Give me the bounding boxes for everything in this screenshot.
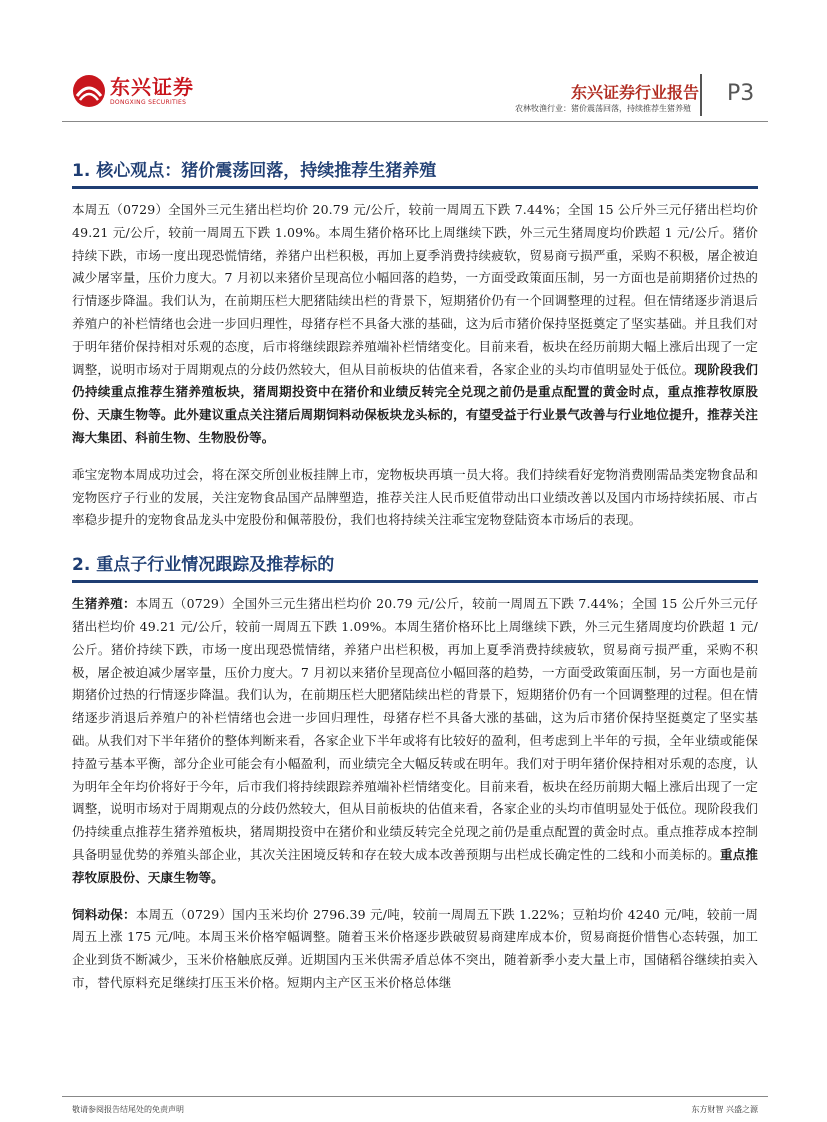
section-rule: [72, 186, 758, 189]
report-subtitle: 农林牧渔行业：猪价震荡回落，持续推荐生猪养殖: [515, 104, 691, 113]
feed-paragraph: [72, 904, 758, 995]
page-number: P3: [727, 81, 755, 106]
core-view-recommendation: 现阶段我们仍持续重点推荐生猪养殖板块，猪周期投资中在猪价和业绩反转完全兑现之前仍是重点配置的黄金时点，重点推荐牧原股份、天康生物等。此外建议重点关注猪后周期饲料动保板块龙头标的，有望受益于行业景气改善与行业地位提升，推荐关注海大集团、科前生物、生物股份等。: [72, 361, 758, 445]
page-header: [0, 0, 827, 125]
disclaimer-note: 敬请参阅报告结尾处的免责声明: [72, 1105, 184, 1114]
logo-text-en: DONGXING SECURITIES: [110, 98, 187, 106]
report-title: 东兴证券行业报告: [570, 83, 699, 102]
company-logo: [72, 74, 194, 108]
feed-text: 本周五（0729）国内玉米均价 2796.39 元/吨，较前一周周五下跌 1.22%；豆粕均价 4240 元/吨，较前一周周五上涨 175 元/吨。本周玉米价格窄幅调整。随着玉米价格逐步跌破贸易商建库成本价，贸易商挺价惜售心态转强，加工企业到货不断减少，玉米价格触底反弹。近期国内玉米供需矛盾总体不突出，随着新季小麦大量上市，国储稻谷继续拍卖入市，替代原料充足继续打压玉米价格。短期内主产区玉米价格总体继: [72, 906, 758, 990]
core-view-text: 本周五（0729）全国外三元生猪出栏均价 20.79 元/公斤，较前一周周五下跌 7.44%；全国 15 公斤外三元仔猪出栏均价 49.21 元/公斤，较前一周周五下跌 1.09%。本周生猪价格环比上周继续下跌，外三元生猪周度均价跌超 1 元/公斤。猪价持续下跌，市场一度出现恐慌情绪，养猪户出栏积极，再加上夏季消费持续疲软，贸易商亏损严重，采购不积极，屠企被迫减少屠宰量，压价力度大。7 月初以来猪价呈现高位小幅回落的趋势，一方面受政策面压制，另一方面也是前期猪价过热的行情逐步降温。我们认为，在前期压栏大肥猪陆续出栏的背景下，短期猪价仍有一个回调整理的过程。但在情绪逐步消退后养殖户的补栏情绪也会进一步回归理性，母猪存栏不具备大涨的基础，这为后市猪价保持坚挺奠定了坚实基础。并且我们对于明年猪价保持相对乐观的态度，后市将继续跟踪养殖端补栏情绪变化。目前来看，板块在经历前期大幅上涨后出现了一定调整，说明市场对于周期观点的分歧仍然较大，但从目前板块的估值来看，各家企业的头均市值明显处于低位。: [72, 202, 758, 377]
section-title-subsector: 2. 重点子行业情况跟踪及推荐标的: [72, 555, 335, 576]
section-rule: [72, 580, 758, 583]
dongxing-logo-icon: [72, 74, 106, 108]
pig-farming-paragraph: [72, 593, 758, 889]
feed-label: 饲料动保：: [72, 906, 136, 922]
logo-text-cn: 东兴证券: [110, 74, 194, 99]
header-rule: [62, 121, 768, 122]
section-title-core-view: 1. 核心观点：猪价震荡回落，持续推荐生猪养殖: [72, 161, 437, 181]
core-view-paragraph: [72, 199, 758, 450]
pig-farming-text: 本周五（0729）全国外三元生猪出栏均价 20.79 元/公斤，较前一周周五下跌 7.44%；全国 15 公斤外三元仔猪出栏均价 49.21 元/公斤，较前一周周五下跌 1.09%。本周生猪价格环比上周继续下跌，外三元生猪周度均价跌超 1 元/公斤。猪价持续下跌，市场一度出现恐慌情绪，养猪户出栏积极，再加上夏季消费持续疲软，贸易商亏损严重，采购不积极，屠企被迫减少屠宰量，压价力度大。7 月初以来猪价呈现高位小幅回落的趋势，一方面受政策面压制，另一方面也是前期猪价过热的行情逐步降温。我们认为，在前期压栏大肥猪陆续出栏的背景下，短期猪价仍有一个回调整理的过程。但在情绪逐步消退后养殖户的补栏情绪也会进一步回归理性，母猪存栏不具备大涨的基础，这为后市猪价保持坚挺奠定了坚实基础。从我们对下半年猪价的整体判断来看，各家企业下半年或将有比较好的盈利，但考虑到上半年的亏损，全年业绩或能保持盈亏基本平衡，部分企业可能会有小幅盈利，而业绩完全大幅反转或在明年。我们对于明年猪价保持相对乐观的态度，认为明年全年均价将好于今年，后市我们将持续跟踪养殖端补栏情绪变化。目前来看，板块在经历前期大幅上涨后出现了一定调整，说明市场对于周期观点的分歧仍然较大，但从目前板块的估值来看，各家企业的头均市值明显处于低位。现阶段我们仍持续重点推荐生猪养殖板块，猪周期投资中在猪价和业绩反转完全兑现之前仍是重点配置的黄金时点。重点推荐成本控制具备明显优势的养殖头部企业，其次关注困境反转和存在较大成本改善预期与出栏成长确定性的二线和小而美标的。: [72, 596, 758, 862]
pig-farming-label: 生猪养殖：: [72, 596, 136, 612]
main-content: [72, 152, 758, 995]
company-slogan: 东方财智 兴盛之源: [691, 1105, 758, 1114]
footer-rule: [62, 1096, 768, 1097]
pig-farming-recommendation: 重点推荐牧原股份、天康生物等。: [72, 846, 758, 885]
pet-paragraph: 乖宝宠物本周成功过会，将在深交所创业板挂牌上市，宠物板块再填一员大将。我们持续看好宠物消费刚需品类宠物食品和宠物医疗子行业的发展，关注宠物食品国产品牌塑造，推荐关注人民币贬值带动出口业绩改善以及国内市场持续拓展、市占率稳步提升的宠物食品龙头中宠股份和佩蒂股份，我们也将持续关注乖宝宠物登陆资本市场后的表现。: [72, 466, 758, 528]
header-divider: [700, 74, 702, 116]
